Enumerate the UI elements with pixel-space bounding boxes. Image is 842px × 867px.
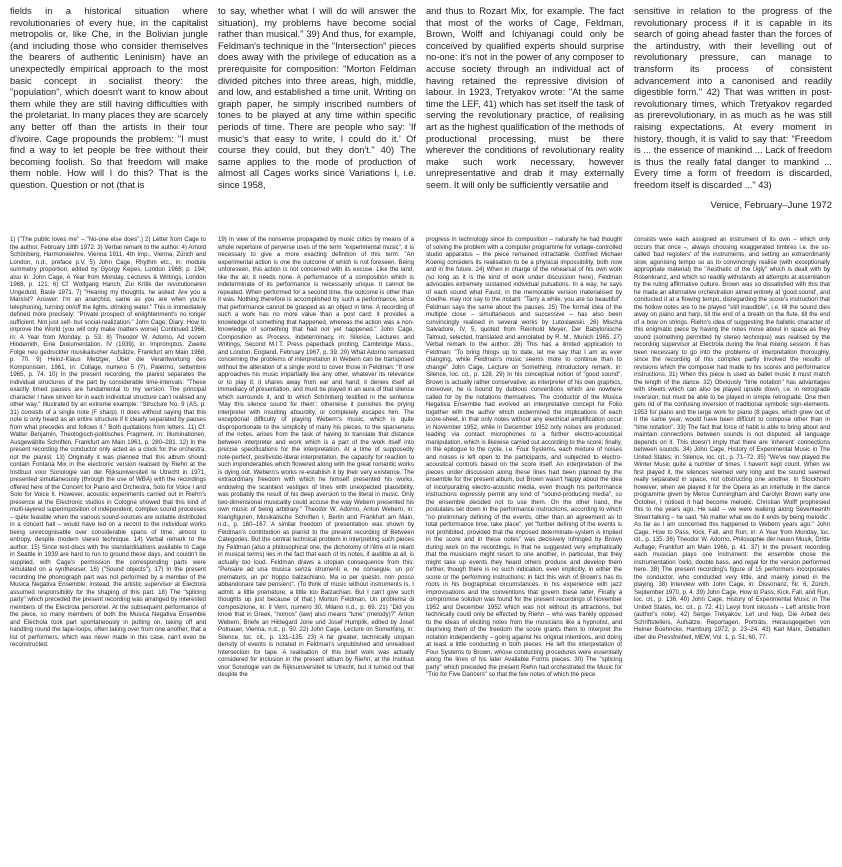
- notes-text: consists were each assigned an instrument of its own – which only occurs that once –, always choosing exaggerated timbres i.e. the so-called 'bad registers' of the instruments, and setting an extraordinarily slow, agonising tempo so as to convincingly realise (with exceptionally appropriate material) the "Aesthetic of the Ugly" which is dealt with by Rosenkranz, and which so readily withstands all attempts at assimilation by the ruling affirmative culture. Brown was so dissatisfied with this that he made an alternative orchestration aimed entirely at 'good sound', and conducted it at a flowing tempo, disregarding the score's instruction that the hollow notes are to be played "still inaudible", i.e. till the sound dies away on piano and harp, till the end of a breath on the flute, till the end of a bow on strings. Riehn's idea of suggesting the balletic character of this enigmatic piece by having the notes move about in space as they sound (something permitted by stereo technique) was realised by the recording supervisor at Electrola during the final mixing session. It has been necessary to go into the problems of interpretation thoroughly, since the recording of this complex partly involved the results of revisions which the composer had made to his scores and performance instructions. 31) When this piece is used as ballet music it must match the length of the dance. 32) Obviously "time notation" has advantages with sheets which can also be played upside down, i.e. in retrograde inversion; but must be able to be played in simple retrograde. One then gets rid of the confusing inversion of traditional symbolic sign-elements. 1953 for piano and the large work for piano (8 pages, which grew out of it the same year, would have been difficult to compose other than in "time notation". 33) The fact that force of habit is able to bring about and maintain connections between sounds is not disputed; all language depends on it. This doesn't imply that there are 'inherent' connections between sounds. 34) John Cage, History of Experimental Music in The United States; in: Silence, loc. cit., p. 71–72. 35) "We've now played the Winter Music quite a number of times. I haven't kept count. When we first played it, the silences seemed very long and the sound seemed really separated in space, not obstructing one another. In Stockholm however, when we played it for the Opera as an interlude in the dance programme given by Merce Cunningham and Carolyn Brown early one October, I noticed it had become melodic. Christian Wolff prophesied this to me years ago. He said – we were walking along Seventeenth Street talking – he said, 'No matter what we do it ends by being melodic'. As far as I am concerned this happened to Webern years ago." John Cage, How to Pass, Kick, Fall, and Run, in: A Year from Monday, loc. cit., p. 135. 36) Theodor W. Adorno, Philosophie der neuen Musik, Dritte Auflage, Frankfurt am Main 1966, p. 41. 37) In the present recording each musician plays one instrument: the ensemble chose the instrumentation 'cello, double bass, and regal for the version performed here. 38) The present recording's figure of 15 performers incorporates the conductor, who conducted very little, and mainly joined in the playing. 38) Interview with John Cage, in: Dissonanz, Nr. 6, Zürich, September 1970, p. 4. 39) John Cage, How to Pass, Kick, Fall, and Run, loc. cit., p. 136. 40) John Cage, History of Experimental Music in The United States, loc. cit., p. 72. 41) Levyi front iskusstv – Left artistic front (author's note). 42) Sergei Tretyakov, Lef und Nep, Die Arbeit des Schriftstellers, Aufsätze, Reportagen, Porträts, Herausgegeben von Heiner Boehncke, Hamburg 1972, p. 23–24. 43) Karl Marx, Debatten über die Pressfreiheit, MEW, Vol. 1, p. 51, 60, 77.: [634, 236, 830, 641]
- notes-column-4: [634, 236, 830, 862]
- notes-column-3: [426, 236, 622, 862]
- notes-column-1: [10, 236, 206, 862]
- main-column-2: [218, 6, 416, 211]
- notes-text: progress in technology since its composition – naturally he had thought of solving the problem with a computer programme for voltage-controlled studio apparatus – the piece remained intractable. Gottfried Michael Koenig considers its realisation to be a physical impossibility, both now and in the future. 24) When in charge of the rehearsal of his own work (so long as it is the kind of work under discussion here), Feldman advocates extremely sustained individual pulsations. In a way, he says of each sound what Faust, in the memorable version materialised by Goethe, may not say to the instant: "Tarry a while, you are so beautiful". Feldman says the same about the pauses. 25) The formal idea of the multiple close – simultaneous and successive – has also been convincingly realised in several works by Lutoslawski. 26) Mischa Salvadore, IV, 5, quoted from Reinhold Meyer, Der Babylonische Talmud, selected, translated and annotated by R. M., Munich 1965. 27) Verbal remark to the author. 28) This has a limited application to Feldman: "To bring things up to date, let me say that I am as ever changing, while Feldman's music seems more to continue than to change" John Cage, Lecture on Something, introductory remark, in: Silence, loc. cit., p. 128. 29) In his conceptual notion of "good sound", Brown is actually rather conservative; as interpreter of his own graphics, moreover, he is bound by dubious conventions which are nowhere called for by the notations themselves. The conductor of the Musica Negativa Ensemble had evolved an interpretative concept for Folio together with the author which undermined the implications of each score-sheet, in that only notes without any electrical amplification occur in November 1952, while in December 1952 only noises are produced, leading via contact microphones to a further electro-acoustical manipulation, which is likewise carried out according to the score; finally, in the epilogue to the cycle, i.e. Four Systems, each mixture of noises and noises is left open to the participants, and subjected to electro-acoustical controls based on the score itself. An interpretation of the pieces under discussion along these lines had been planned by the ensemble for the present album, but Brown wasn't happy about the idea of incorporating electro-acoustic media, even though his performance instructions expressly permit any kind of "sound-producing media", so the ensemble decided not to use them. On the other hand, the postulates set down in the performance instructions, according to which "no preliminary defining of the events, other than an agreement as to total performance time, take place", yet "further defining of the events is not prohibited, provided that the imposed determinate-system is implied in the score and in these notes" was decisively infringed by Brown during work on the recordings, in that he suggested very emphatically that the musicians might resort to one another, in particular, that they might take up events they heard others produce and develop them further, though there is no such indication, even implicitly, in either the score or the performing instructions: in fact this wish of Brown's has its roots in his biographical circumstances, in his experience with jazz improvisations and the conventions that govern these latter. Finally a compromise solution was found for the present recordings of November 1952 and December 1952 which was not without its attractions, but technically could only be effected by Riehn – who was frankly opposed to the ideas of eliciting notes from the musicians like a hypnotist, and depriving them of the freedom the score grants them to interpret the notation independently – going against his original intentions, and doing at least a little conducting in both pieces. He left the interpretation of Four Systems to Brown, whose conducting procedures were essentially along the lines of his later Available Forms pieces. 30) The "splicing party" which preceded the present Riehn had orchestrated the Music for "Trio for Five Dancers" so that the few notes of which the piece: [426, 236, 622, 678]
- main-column-1: [10, 6, 208, 211]
- main-paragraph: fields in a historical situation where revolutionaries of every hue, in the capitalist metropolis or, like Che, in the Bolivian jungle (and including those who consider themselves the bearers of authentic Leninism) have an unexpectedly empirical approach to the most basic concept in socialist theory: the "population", which doesn't want to know about them while they are still having difficulties with the proletariat. In many places they are scarcely any better off than the artists in their tour d'ivoire. Cage propounds the problem: "I must find a way to let people be free without their becoming foolish. So that freedom will make them noble. How will I do this? That is the question. Question or not (that is: [10, 6, 208, 190]
- signoff-place-date: Venice, February–June 1972: [710, 199, 832, 211]
- main-column-3: [426, 6, 624, 211]
- main-column-4: [634, 6, 832, 211]
- notes-text: 1) ("The public loves me" – "No-one else does".) 2) Letter from Cage to the author, February 18th 1972. 3) Verbal remark to the author. 4) Arnold Schönberg, Harmonielehre, Vienna 1911, 4th Imp., Vienna, Zürich and London, n.d., preface p.V. 5) John Cage, Rhythm etc., in: module summetry proportion, edited by Gyorgy Kepes, London 1966; p. 194; also in: John Cage, A Year from Monday, Lectures & Writings, London 1968, p. 121. 6) Cf. Wolfgang Harich, Zur Kritik der revolutionaren Ungeduld, Basle 1971. 7) "Hearing my thoughts, he asked: Are you a Marxist? Answer: I'm an anarchist, same as you are when you're telephoning, turning on/off the lights, drinking water." This is immediately defined more precisely: "Private prospect of enlightenment's no longer sufficient. Not just self- but social-realization." John Cage, Diary: How to improve the World (you will only make matters worse) Continued 1966, in: A Year from Monday, p. 53. 8) Theodor W. Adorno, Ad vocem Hindemith, Eine Dokumentation, IV (1939), in: Impromptus, Zweite Folge neu gedruckter musikalischer Aufsätze, Frankfurt am Main 1968, p. 70. 9) Heinz-Klaus Metzger, Über die Verantwortung des Komponisten, 1961, in: Collage, numero 5 (?), Palermo, settembre 1965, p. 74. 10) In the present recording, the pianist separates the individual structures of the part by considerable time-intervals: "These exactly timed pauses are fundamental to my version. The principal character I have striven for in each individual structure can't realised any other way." Illustrated by an extreme example: "Structure No. 9 (AS, p. 31) consists of a single note (F sharp). It does without saying that this note is only heard as an entire structure if it clearly separated by pauses from what precedes and follows it." Both quotations from letters. 11) Cf. Walter Benjamin, Theologisch-politisches Fragment, in: Illuminationen, Ausgewählte Schriften, Frankfurt am Main 1961, p. 280–281. 12) In the present recording the conductor only acted as a clock for the orchestra, not the pianist. 13) Originally it was planned that this album should contain Fontana Mix in the electronic version realised by Riehn at the Instituut voor Sonologie van der Rijksuniversiteit te Utrecht in 1971, presented simultaneously (through the use of WBA) with the recordings offered here of the Concert for Piano and Orchestra, Solo for Voice I and Solo for Voice II. However, acoustic experiments carried out in Riehn's presence at the Electronic studios in Cologne showed that this kind of multi-layered superimposition of independent, complex sound processes – quite feasible when the various sound-sources are suitable distributed in a concert hall – would have led on a record to the individual works being unrecognisable over considerable spans of time, almost to entropy, despite modern stereo technique. 14) Verbal remark to the author. 15) Since test-discs with the standardisations available to Cage in Seattle in 1939 are hard to run to ground these days, and couldn't be supplied, with Cage's permission the corresponding parts were simulated on a synthesiser. 16) ("Sound objects"). 17) In the present recording the phonograph part was not performed by a member of the Musica Negativa Ensemble; instead, the artistic supervisor at Electrola assumed responsibility for the shaping of this part. 18) The "splicing party" which preceded the present recording was arranged by interested members of the Electrola personnel. At the subsequent performance of the piece, so many members of both the Musica Negativa Ensemble and Electrola took part spontaneously in putting on, taking off and handling round the tape-loops, often taking over from one another, that a list of performers, which was never made in this case, can't even be reconstructed.: [10, 236, 206, 648]
- footnotes: [10, 236, 832, 862]
- main-paragraph: and thus to Rozart Mix, for example. The fact that most of the works of Cage, Feldman, Brown, Wolff and Ichiyanagi could only be conceived by qualified experts should surprise no-one: it's not in the power of any composer to accuse society through an individual act of having retained the repressive division of labour. In 1923, Tretyakov wrote: "At the same time the LEF, 41) which has set itself the task of serving the revolutionary practice, of realising art as the highest qualification of the methods of productional processing, must be there wherever the conditions of revolutionary reality make such work necessary, however unrepresentative and drab it may externally seem. It will only be sufficiently versatile and: [426, 6, 624, 190]
- main-text-columns: [10, 6, 832, 211]
- notes-text: 19) In view of the nonsense propagated by music critics by means of a whole repertoire of perverse uses of the term "experimental music", it is necessary to give a more exacting definition of this term: "An experimental action is one the outcome of which is not foreseen. Being unforeseen, this action is not concerned with its excuse. Like the land, like the air, it needs none. A performance of a composition which is indeterminate of its performance is necessarily unique. It cannot be repeated. When performed for a second time, the outcome is other than it was. Nothing therefore is accomplished by such a performance, since that performance cannot be grasped as an object in time. A recording of such a work has no more value than a post card; it provides a knowledge of something that happened, whereas the action was a non-knowledge of something that had not yet happened." John Cage, Composition as Process, Indeterminacy, in: Silence, Lectures and Writings, Second M.I.T. Press paperback printing, Cambridge Mass., and London, England, February 1967, p. 39. 20) What Adorno remarked concerning the problems of interpretation in Webern can be transposed without the alteration of a single word to cover those in Feldman: "If one approaches his music impartially like any other, whatever its relevance or to play it; it shares away from ear and hand; it denies itself all immediacy of presentation, and must be played in an aura of that silence which surrounds it, and to which Schönberg testified in the sentence 'May this silence sound for them'; otherwise it punishes the prying interpreter with insulting absurdity, or completely escapes him. The exceptional difficulty of playing Webern's music, which is quite disproportionate to the simplicity of many his pieces, to the sparseness of the notes, arises from the task of having to translate that distance between interpreter and work which is a part of the work itself into precise specifications for the interpretation. At a time of supposedly note-perfect, positivistic-literal interpretation, the capacity for reaction to such imponderables which flowered along with the great romantic works is dying out. Webern's works re-establish it by their very existence. The extraordinary freedom with which he himself presented his works, endowing the scantiest vestiges of lines with unexpected plausibility, was probably the result of his deep aversion to the literal in music. Only two-dimensional musicality could accuse the way Webern presented his own music of being arbitrary." Theodor W. Adorno, Anton Webern, in: Klangfiguren, Musikalische Schriften I, Berlin and Frankfurt am Main, n.d., p. 160–167. A similar freedom of presentation was shown by Feldman's contribution as pianist to the present recording of Between Categories. But the central technical problem in interpreting such pieces by Feldman (also a philosophical one, the dichotomy of l'être et le néant in musical terms) lies in the fact that each of its notes, if audible at all, is actually too loud. Feldman draws a utopian consequence from this: "Pensare ad una musica senza strumenti e, ne consegue, un po' prematuro, un po' troppo balzachiano. Ma io per questo, non posso abbandonare tale pensiero". (To think of music without instruments is, I admit, a little premature, a little too Balzachian. But I can't give such thoughts up just because of that.) Morton Feldman, Un problema di composizione, in: Il Verri, numero 30, Milano n.d., p. 69. 21) "Did you know that in Greek, "nomos" (law) also means "tune" (melody)?" Anton Webern, Briefe an Hildegard Jone und Josef Humplik, edited by Josef Polnauer, Vienna, n.d., p. 50. 22) John Cage, Lecture on Something, in: Silence, loc. cit., p. 131–135. 23) A far greater, technically utopian density of events is notated in Feldman's unpublished and unrealised Intersection for tape. A realisation of this brief work was actually considered for inclusion in the present album by Riehn, at the Instituut voor Sonologie van de Rijksuniversiteit te Utrecht, but it turned out that despite the: [218, 236, 414, 678]
- notes-column-2: [218, 236, 414, 862]
- main-paragraph: sensitive in relation to the progress of the revolutionary process if it is capable in its search of going ahead faster than the forces of the artindustry, with their levelling out of revolutionary pressure, can manage to transform its process of consistent advancement into a canonised and readily digestible form." 42) That was written in post-revolutionary times, which Tretyakov regarded as prerevolutionary, in as much as he was still raising expectations. At every moment in history, though, it is valid to say that: "Freedom is ... the essence of mankind ... Lack of freedom is thus the really fatal danger to mankind ... Every time a form of freedom is discarded, freedom itself is discarded ..." 43): [634, 6, 832, 190]
- main-paragraph: to say, whether what I will do will answer the situation), my problems have become social rather than musical." 39) And thus, for example, Feldman's technique in the "Intersection" pieces does away with the privilege of education as a prerequisite for composition: "Morton Feldman divided pitches into three areas, high, middle, and low, and established a time unit. Writing on graph paper, he simply inscribed numbers of tones to be played at any time within specific periods of time. There are people who say: 'If music's that easy to write, I could do it.' Of course they could, but they don't." 40) The same applies to the mode of production of almost all Cages works since Variations I, i.e. since 1958,: [218, 6, 416, 190]
